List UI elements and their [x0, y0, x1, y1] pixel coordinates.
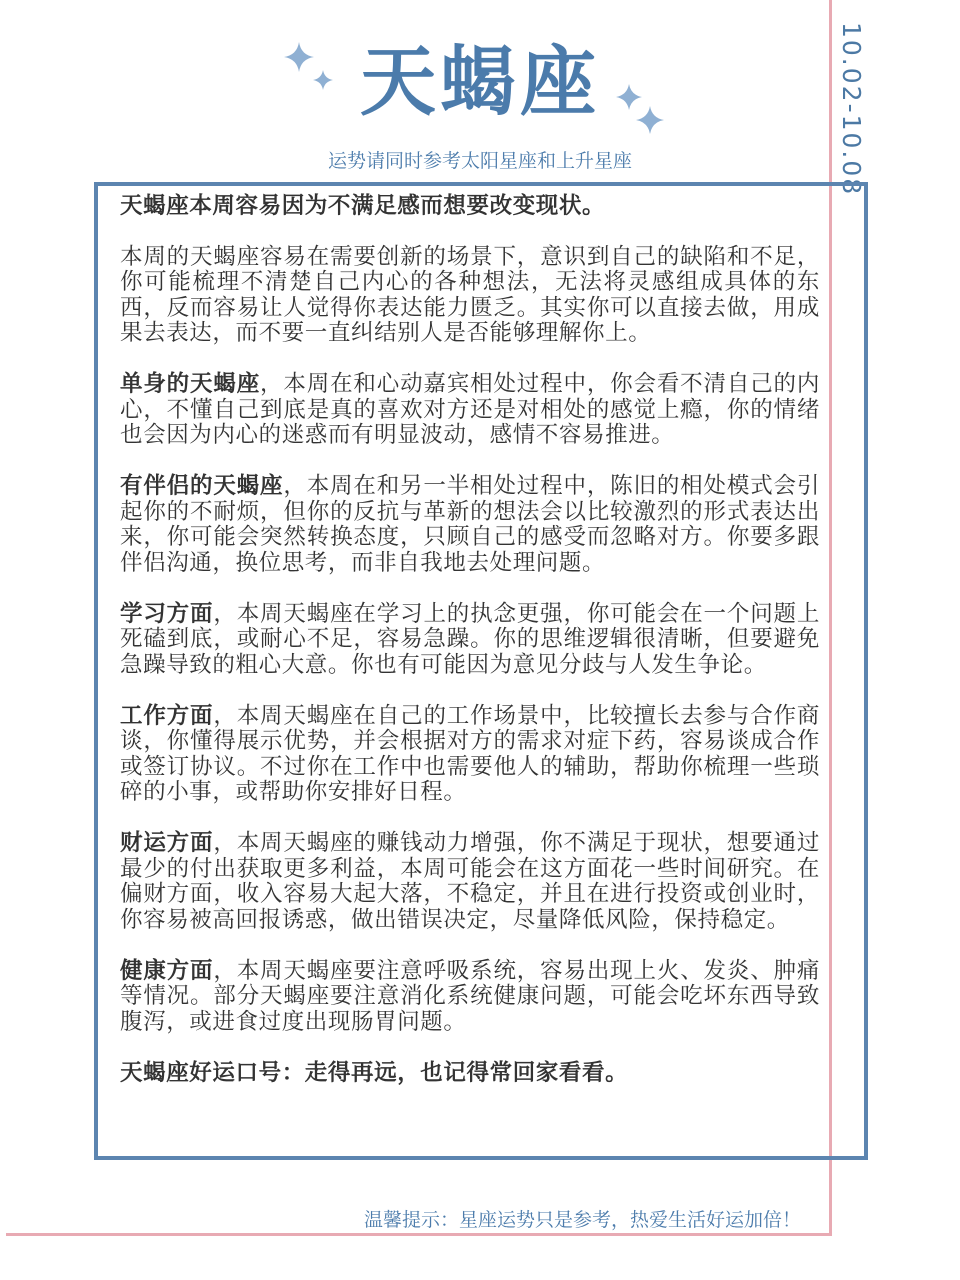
section-study	[120, 602, 820, 679]
subtitle: 运势请同时参考太阳星座和上升星座	[327, 150, 632, 172]
section-text: ，本周天蝎座在自己的工作场景中，比较擅长去参与合作商谈，你懂得展示优势，并会根据对方的需求对症下药，容易谈成合作或签订协议。不过你在工作中也需要他人的辅助，帮助你梳理一些琐碎的小事，或帮助你安排好日程。	[120, 702, 820, 805]
section-single	[120, 372, 820, 449]
sparkle-icon	[284, 42, 314, 72]
section-label: 学习方面	[120, 600, 214, 627]
slogan: 天蝎座好运口号：走得再远，也记得常回家看看。	[120, 1059, 629, 1086]
section-text: ，本周在和心动嘉宾相处过程中，你会看不清自己的内心，不懂自己到底是真的喜欢对方还是对相处的感觉上瘾，你的情绪也会因为内心的迷惑而有明显波动，感情不容易推进。	[120, 371, 820, 448]
section-label: 工作方面	[120, 702, 214, 729]
intro-paragraph: 本周的天蝎座容易在需要创新的场景下，意识到自己的缺陷和不足，你可能梳理不清楚自己内心的各种想法，无法将灵感组成具体的东西，反而容易让人觉得你表达能力匮乏。其实你可以直接去做，用成果去表达，而不要一直纠结别人是否能够理解你上。	[120, 243, 820, 346]
page-title: 天蝎座	[360, 37, 600, 126]
date-range: 10.02-10.08	[837, 22, 866, 197]
section-text: ，本周天蝎座要注意呼吸系统，容易出现上火、发炎、肿痛等情况。部分天蝎座要注意消化系统健康问题，可能会吃坏东西导致腹泻，或进食过度出现肠胃问题。	[120, 957, 820, 1035]
section-text: ，本周天蝎座的赚钱动力增强，你不满足于现状，想要通过最少的付出获取更多利益，本周可能会在这方面花一些时间研究。在偏财方面，收入容易大起大落，不稳定，并且在进行投资或创业时，你容易被高回报诱惑，做出错误决定，尽量降低风险，保持稳定。	[120, 830, 820, 933]
horoscope-content	[120, 194, 820, 1086]
section-text: ，本周在和另一半相处过程中，陈旧的相处模式会引起你的不耐烦，但你的反抗与革新的想法会以比较激烈的形式表达出来，你可能会突然转换态度，只顾自己的感受而忽略对方。你要多跟伴侣沟通，换位思考，而非自我地去处理问题。	[120, 473, 820, 576]
section-text: ，本周天蝎座在学习上的执念更强，你可能会在一个问题上死磕到底，或耐心不足，容易急躁。你的思维逻辑很清晰，但要避免急躁导致的粗心大意。你也有可能因为意见分歧与人发生争论。	[120, 600, 820, 678]
section-work	[120, 704, 820, 806]
section-label: 有伴侣的天蝎座	[120, 473, 284, 499]
headline: 天蝎座本周容易因为不满足感而想要改变现状。	[120, 193, 606, 219]
section-health	[120, 959, 820, 1036]
pink-horizontal-line	[6, 1233, 832, 1236]
section-label: 健康方面	[120, 957, 214, 984]
section-partner	[120, 474, 820, 576]
sparkle-icon	[636, 106, 664, 134]
footer-tip: 温馨提示：星座运势只是参考，热爱生活好运加倍！	[364, 1209, 802, 1231]
section-label: 单身的天蝎座	[120, 371, 261, 397]
section-wealth	[120, 831, 820, 933]
section-label: 财运方面	[120, 830, 214, 856]
